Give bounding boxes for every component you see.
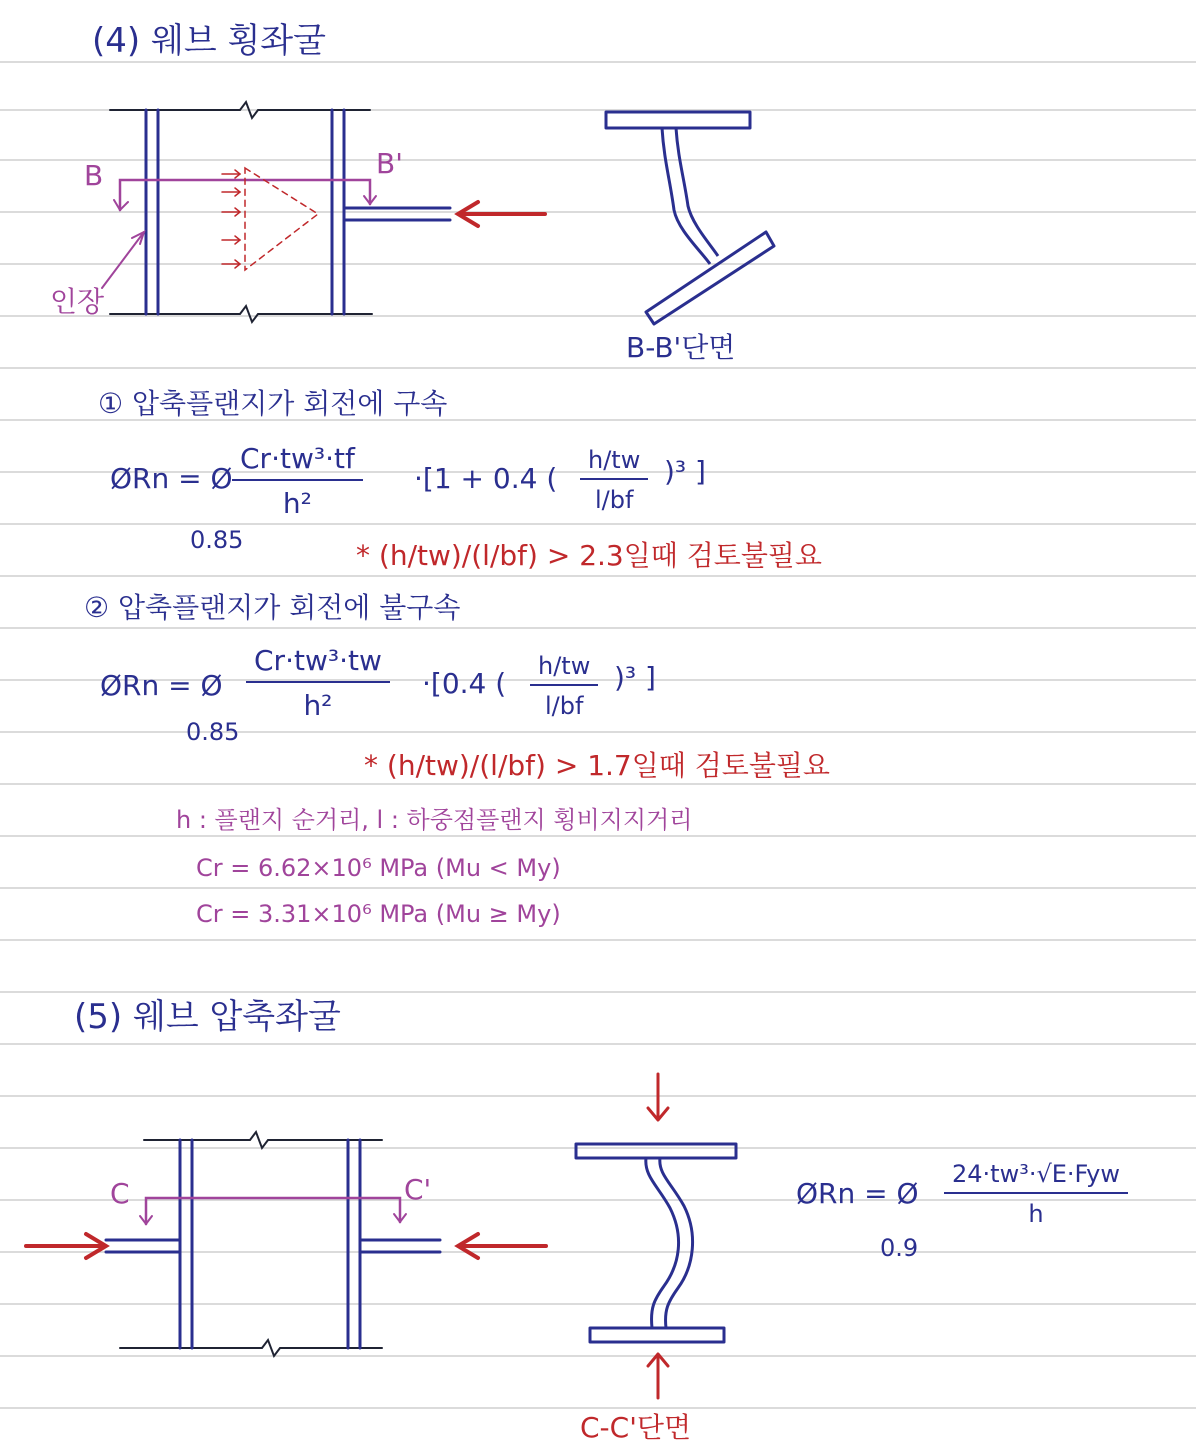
section5-numerator: 24·tw³·√E·Fyw (944, 1160, 1128, 1194)
case1-inner-denominator: l/bf (594, 486, 634, 514)
case1-title: ① 압축플랜지가 회전에 구속 (98, 387, 448, 420)
cut-label-b-prime: B' (376, 147, 403, 180)
section5-denominator: h (1028, 1200, 1044, 1228)
cut-line-cc (146, 1198, 400, 1224)
case1-inner-numerator: h/tw (580, 446, 648, 480)
definition-line-1: h : 플랜지 순거리, l : 하중점플랜지 횡비지지거리 (176, 806, 693, 834)
case1-lhs: ØRn = Ø (110, 462, 233, 495)
definition-line-3: Cr = 3.31×10⁶ MPa (Mu ≥ My) (196, 900, 561, 928)
case1-fraction (232, 442, 363, 520)
tension-label: 인장 (50, 285, 105, 318)
cut-label-c-prime: C' (404, 1173, 432, 1206)
cut-label-b: B (84, 159, 104, 192)
bb-section-drawing (590, 100, 790, 330)
tension-pointer (102, 232, 144, 288)
case2-inner-denominator: l/bf (544, 692, 584, 720)
section5-heading: (5) 웨브 압축좌굴 (74, 997, 341, 1037)
case1-numerator: Cr·tw³·tf (232, 442, 363, 481)
case1-bracket-end: )³ ] (664, 455, 706, 488)
section5-fraction (944, 1160, 1128, 1228)
case2-lhs: ØRn = Ø (100, 669, 223, 702)
case2-title: ② 압축플랜지가 회전에 불구속 (84, 591, 461, 624)
case2-phi-value: 0.85 (186, 718, 240, 746)
case2-bracket: ·[0.4 ( (422, 667, 507, 700)
case2-numerator: Cr·tw³·tw (246, 644, 390, 683)
definition-line-2: Cr = 6.62×10⁶ MPa (Mu < My) (196, 854, 561, 882)
section5-phi-value: 0.9 (880, 1234, 919, 1262)
case2-fraction (246, 644, 390, 722)
case2-inner-numerator: h/tw (530, 652, 598, 686)
section4-heading: (4) 웨브 횡좌굴 (92, 21, 326, 61)
case2-denominator: h² (303, 689, 333, 722)
bb-section-label: B-B'단면 (626, 331, 736, 364)
case2-inner-fraction (530, 652, 598, 720)
web-crippling-diagram (20, 1118, 560, 1378)
web-sidesway-diagram (40, 92, 580, 342)
case1-denominator: h² (282, 487, 312, 520)
cc-section-label: C-C'단면 (580, 1411, 691, 1444)
bottom-flange-5 (120, 1340, 382, 1356)
cc-section-drawing (560, 1068, 760, 1408)
case2-bracket-end: )³ ] (614, 661, 656, 694)
case1-bracket: ·[1 + 0.4 ( (414, 462, 558, 495)
case1-phi-value: 0.85 (190, 526, 244, 554)
cut-label-c: C (110, 1177, 130, 1210)
case2-note: * (h/tw)/(l/bf) > 1.7일때 검토불필요 (364, 749, 830, 782)
section5-lhs: ØRn = Ø (796, 1177, 919, 1210)
stress-triangle (245, 168, 318, 270)
case1-note: * (h/tw)/(l/bf) > 2.3일때 검토불필요 (356, 539, 822, 572)
case1-inner-fraction (580, 446, 648, 514)
